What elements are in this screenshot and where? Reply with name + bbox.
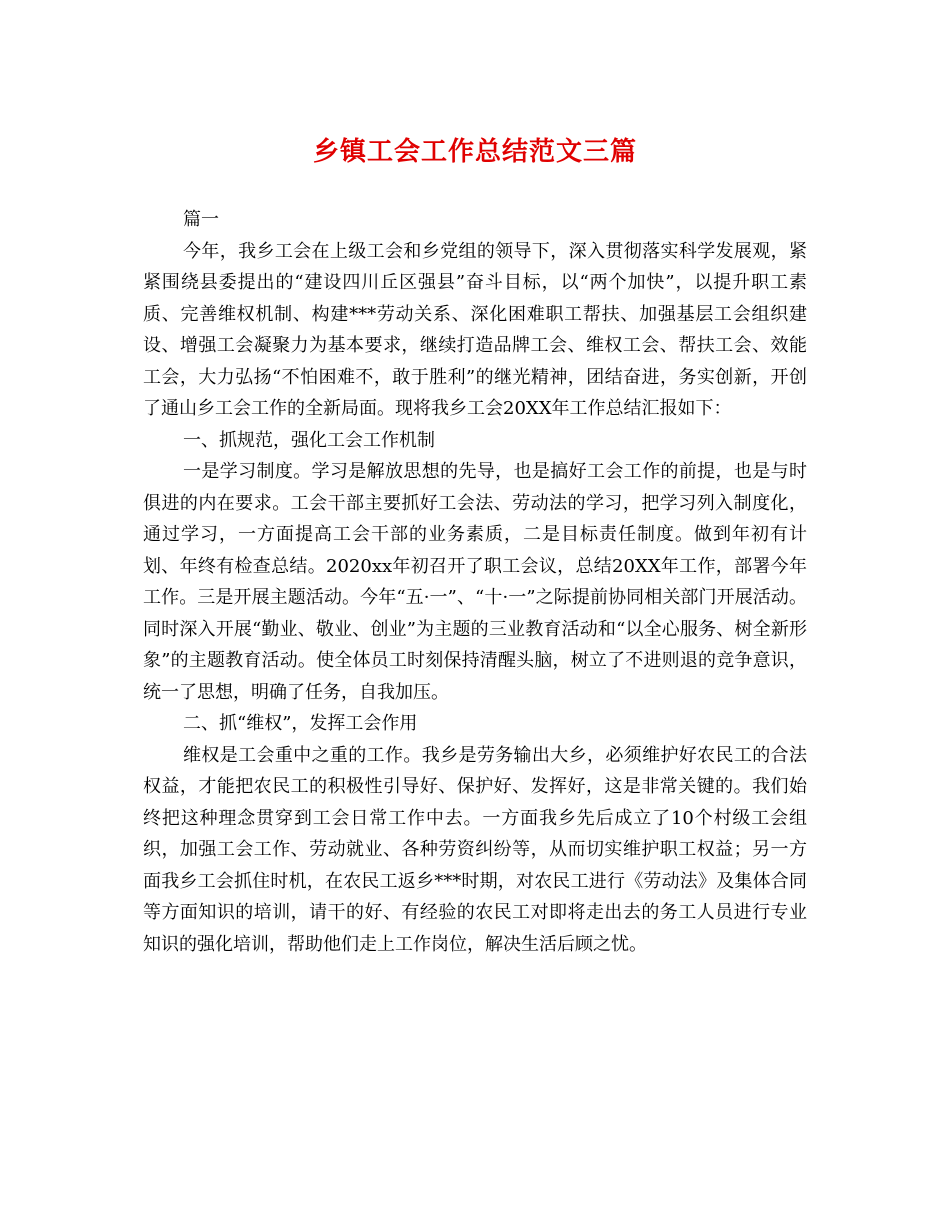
intro-paragraph: 今年，我乡工会在上级工会和乡党组的领导下，深入贯彻落实科学发展观，紧紧围绕县委提出的“建设四川丘区强县”奋斗目标，以“两个加快”，以提升职工素质、完善维权机制、构建***劳动关系、深化困难职工帮扶、加强基层工会组织建设、增强工会凝聚力为基本要求，继续打造品牌工会、维权工会、帮扶工会、效能工会，大力弘扬“不怕困难不，敢于胜利”的继光精神，团结奋进，务实创新，开创了通山乡工会工作的全新局面。现将我乡工会20XX年工作总结汇报如下： — [143, 240, 807, 419]
document-body — [143, 204, 807, 960]
document-title: 乡镇工会工作总结范文三篇 — [312, 137, 637, 167]
section-heading-1: 一、抓规范，强化工会工作机制 — [183, 429, 435, 451]
section-heading-2: 二、抓“维权”，发挥工会作用 — [183, 713, 418, 734]
body-paragraph-1: 一是学习制度。学习是解放思想的先导，也是搞好工会工作的前提，也是与时俱进的内在要求。工会干部主要抓好工会法、劳动法的学习，把学习列入制度化，通过学习，一方面提高工会干部的业务素质，二是目标责任制度。做到年初有计划、年终有检查总结。2020xx年初召开了职工会议，总结20XX年工作，部署今年工作。三是开展主题活动。今年“五·一”、“十·一”之际提前协同相关部门开展活动。同时深入开展“勤业、敬业、创业”为主题的三业教育活动和“以全心服务、树全新形象”的主题教育活动。使全体员工时刻保持清醒头脑，树立了不进则退的竞争意识，统一了思想，明确了任务，自我加压。 — [143, 461, 807, 703]
section-heading-part-one: 篇一 — [183, 209, 219, 230]
body-paragraph-2: 维权是工会重中之重的工作。我乡是劳务输出大乡，必须维护好农民工的合法权益，才能把农民工的积极性引导好、保护好、发挥好，这是非常关键的。我们始终把这种理念贯穿到工会日常工作中去。一方面我乡先后成立了10个村级工会组织，加强工会工作、劳动就业、各种劳资纠纷等，从而切实维护职工权益；另一方面我乡工会抓住时机，在农民工返乡***时期，对农民工进行《劳动法》及集体合同等方面知识的培训，请干的好、有经验的农民工对即将走出去的务工人员进行专业知识的强化培训，帮助他们走上工作岗位，解决生活后顾之忧。 — [143, 744, 807, 955]
